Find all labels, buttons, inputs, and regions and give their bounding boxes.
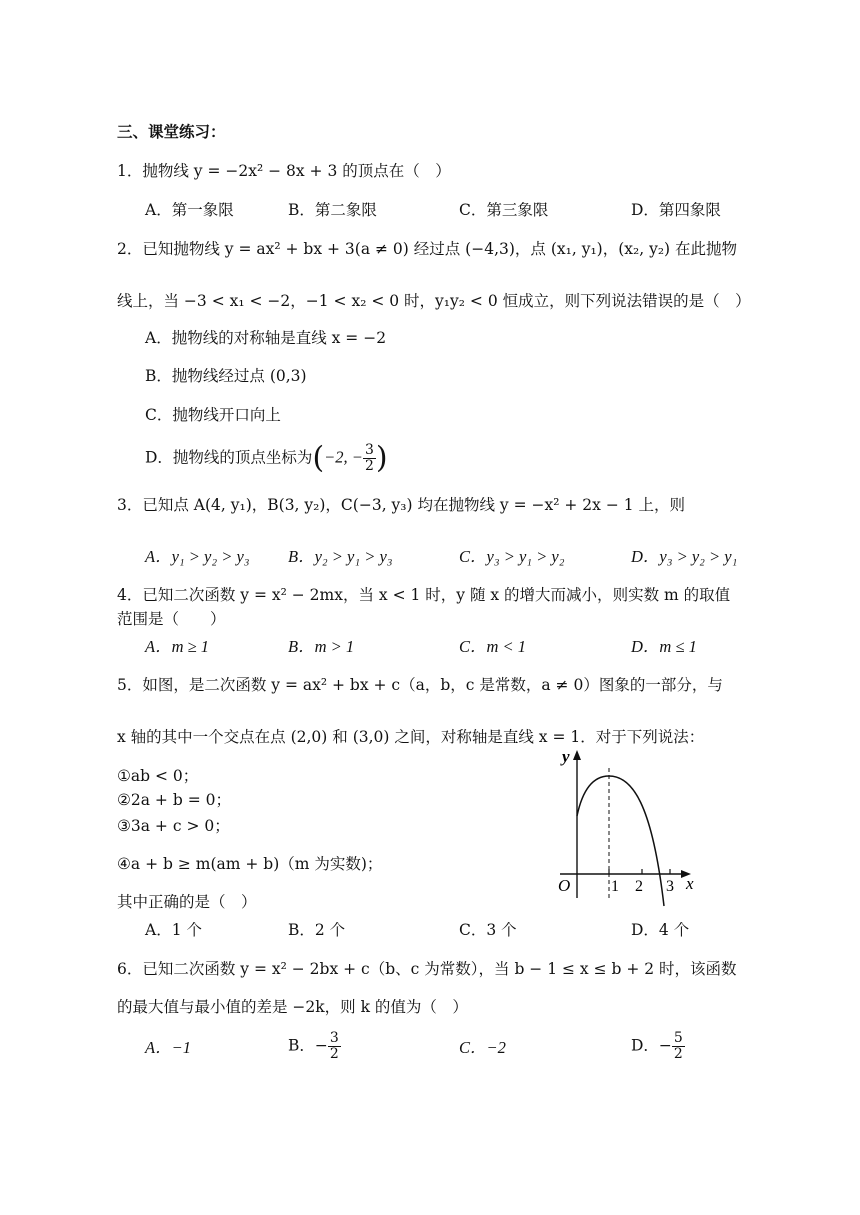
question-6-option-d-text: D．− <box>631 1036 672 1055</box>
question-6-option-b <box>288 1031 341 1062</box>
y-axis-arrow <box>573 750 581 760</box>
question-2-option-d-fraction: $\frac{3}{2}$ <box>364 442 374 474</box>
question-3-option-b: B．y₂ > y₁ > y₃ <box>288 547 393 566</box>
question-3-option-a: A．y₁ > y₂ > y₃ <box>145 547 250 566</box>
question-5-parabola-figure <box>552 748 702 908</box>
question-6-stem-line-1: 6．已知二次函数 y = x² − 2bx + c（b、c 为常数），当 b − 1 ≤ x ≤ b + 2 时，该函数 <box>117 960 737 978</box>
question-2-option-c: C．抛物线开口向上 <box>145 406 281 424</box>
question-6-option-b-text: B．− <box>288 1036 328 1055</box>
question-4-option-a: A．m ≥ 1 <box>145 637 210 656</box>
origin-label: O <box>558 876 571 895</box>
question-5-option-b: B．2 个 <box>288 921 346 939</box>
question-6-option-d-fraction: $\frac{5}{2}$ <box>673 1030 683 1062</box>
tick-label-3: 3 <box>666 878 674 895</box>
question-5-statement-4: ④a + b ≥ m(am + b)（m 为实数)； <box>117 855 383 873</box>
parabola-curve <box>577 776 664 906</box>
question-3-option-d: D．y₃ > y₂ > y₁ <box>631 547 738 566</box>
tick-label-2: 2 <box>635 878 643 895</box>
y-axis-label: y <box>562 748 570 766</box>
question-5-statement-3: ③3a + c > 0； <box>117 817 230 835</box>
question-4-option-d: D．m ≤ 1 <box>631 637 697 656</box>
x-axis-label: x <box>686 874 694 893</box>
question-6-stem-line-2: 的最大值与最小值的差是 −2k，则 k 的值为（ ） <box>117 998 468 1016</box>
question-4-stem-line-2: 范围是（ ） <box>117 610 226 628</box>
question-3-option-c: C．y₃ > y₁ > y₂ <box>459 547 565 566</box>
question-5-option-d: D．4 个 <box>631 921 690 939</box>
question-6-option-d <box>631 1031 685 1062</box>
question-4-option-b: B．m > 1 <box>288 637 355 656</box>
question-2-option-b: B．抛物线经过点 (0,3) <box>145 367 307 385</box>
question-2-stem-line-2: 线上，当 −3 < x₁ < −2，−1 < x₂ < 0 时，y₁y₂ < 0 恒成立，则下列说法错误的是（ ） <box>117 292 751 310</box>
question-1-option-b: B．第二象限 <box>288 201 377 219</box>
question-5-stem-line-1: 5．如图，是二次函数 y = ax² + bx + c（a，b，c 是常数，a ≠ 0）图象的一部分，与 <box>117 676 723 694</box>
question-5-statement-1: ①ab < 0； <box>117 767 199 785</box>
question-2-option-d: D．抛物线的顶点坐标为(−2, − $\frac{3}{2}$ ) <box>145 440 388 476</box>
question-6-option-c: C．−2 <box>459 1038 506 1057</box>
question-1-stem: 1．抛物线 y = −2x² − 8x + 3 的顶点在（ ） <box>117 162 451 180</box>
question-1-option-c: C．第三象限 <box>459 201 549 219</box>
question-4-option-c: C．m < 1 <box>459 637 527 656</box>
question-2-option-a: A．抛物线的对称轴是直线 x = −2 <box>145 329 387 347</box>
question-2-stem-line-1: 2．已知抛物线 y = ax² + bx + 3(a ≠ 0) 经过点 (−4,3)，点 (x₁, y₁)，(x₂, y₂) 在此抛物 <box>117 240 738 258</box>
question-6-option-a: A．−1 <box>145 1038 191 1057</box>
tick-label-1: 1 <box>611 878 619 895</box>
question-2-option-d-text: D．抛物线的顶点坐标为 <box>145 448 313 467</box>
question-1-option-a: A．第一象限 <box>145 201 234 219</box>
question-1-option-d: D．第四象限 <box>631 201 721 219</box>
question-5-question-line: 其中正确的是（ ） <box>117 893 257 911</box>
question-3-stem: 3．已知点 A(4, y₁)，B(3, y₂)，C(−3, y₃) 均在抛物线 y = −x² + 2x − 1 上，则 <box>117 496 686 514</box>
question-5-statement-2: ②2a + b = 0； <box>117 791 231 809</box>
section-title: 三、课堂练习： <box>117 123 226 141</box>
question-2-option-d-prefix: −2, − <box>324 447 363 467</box>
question-5-option-c: C．3 个 <box>459 921 517 939</box>
question-5-stem-line-2: x 轴的其中一个交点在点 (2,0) 和 (3,0) 之间，对称轴是直线 x = 1．对于下列说法： <box>117 728 705 746</box>
question-5-option-a: A．1 个 <box>145 921 202 939</box>
question-4-stem-line-1: 4．已知二次函数 y = x² − 2mx，当 x < 1 时，y 随 x 的增大而减小，则实数 m 的取值 <box>117 586 731 604</box>
question-6-option-b-fraction: $\frac{3}{2}$ <box>329 1030 339 1062</box>
